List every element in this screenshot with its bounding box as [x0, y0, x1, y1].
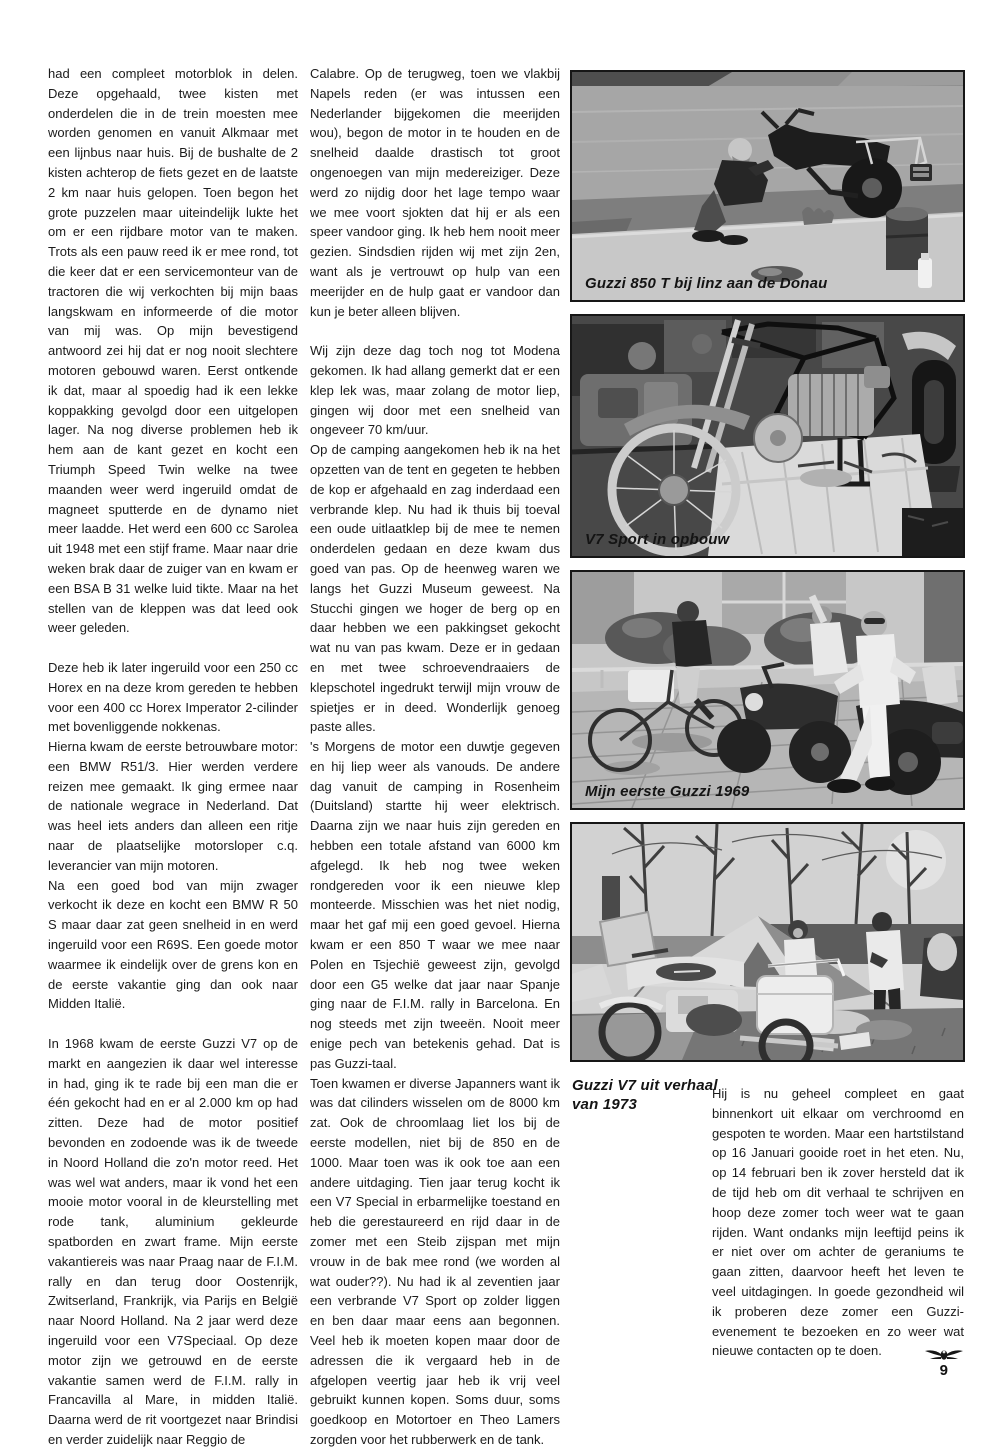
paragraph: Hij is nu geheel compleet en gaat binnenkort uit elkaar om verchroomd en gespoten te worden. Maar een hartstilstand op 16 Januari gooide roet in het eten. Nu, op 14 februari ben ik zover hersteld dat ik de tijd heb om dit verhaal te schrijven en hoop deze zomer toch weer wat te gaan rijden. Want ondanks mijn leeftijd peins ik er niet over om achter de geraniums te gaan zitten, daarvoor heeft het leven te veel uitdagingen. In goede gezondheid wil ik proberen deze zomer een Guzzi-evenement te bezoeken en zo weer wat nieuwe contacten op te doen.	[712, 1086, 964, 1359]
workshop-photo-illustration	[572, 316, 963, 556]
paragraph: Deze heb ik later ingeruild voor een 250 cc Horex en na deze krom gereden te hebben voor een 400 cc Horex Imperator 2-cilinder met bovenliggende nokkenas.	[48, 659, 298, 735]
photo-caption: Guzzi 850 T bij linz aan de Donau	[585, 275, 828, 292]
page-number: 9	[939, 1362, 948, 1379]
article-column-3	[712, 1084, 964, 1365]
paragraph: Hierna kwam de eerste betrouwbare motor: een BMW R51/3. Hier werden verdere reizen mee gemaakt. Ik ging ermee naar de nationale wegrace in Nederland. Dat was heel iets anders dan alleen een ritje naar de plaatselijke motorsloper c.q. leverancier van mijn motoren.	[48, 739, 299, 873]
paragraph: Na een goed bod van mijn zwager verkocht ik deze en kocht een BMW R 50 S maar daar zat geen snelheid in en werd ingeruild voor een R69S. Een goede motor waarmee ik eindelijk over de grens kon en de eerste vakantie ging dan ook naar Midden Italië.	[48, 877, 298, 1012]
camping-photo-illustration	[572, 824, 963, 1060]
photo-guzzi-850t-donau	[570, 70, 965, 302]
photo-caption: Guzzi V7 uit verhaal van 1973	[572, 1077, 718, 1113]
guzzi-eagle-icon	[924, 1347, 964, 1363]
paragraph: had een compleet motorblok in delen. Deze opgehaald, twee kisten met onderdelen die in de trein moesten mee worden genomen en vanuit Alkmaar met een lijnbus naar huis. Bij de bushalte de 2 kisten achterop de fiets gezet en de laatste 2 km naar huis gelopen. Toen begon het grote puzzelen maar uiteindelijk lukte het om er een rijdbare motor van te maken. Trots als een pauw reed ik er mee rond, tot die keer dat er een servicemonteur van de tractoren die wij verkochten bij mijn baas langskwam en informeerde of die motor van mij was. Op mijn bevestigend antwoord zei hij dat er nog nooit slechtere motoren gebouwd waren. Eerst ontkende ik dat, maar al spoedig had ik een lekke koppakking gevolgd door een uitgelopen lager. Na nog diverse problemen heb ik hem aan de kant gezet en kocht een Triumph Speed Twin welke na twee maanden weer werd ingeruild omdat de magneet sputterde en de dynamo niet meer laadde. Het werd een 600 cc Sarolea uit 1948 met een stijf frame. Maar naar drie weken brak daar de zuiger van en kwam er een BSA B 31 welke luid tikte. Maar na het stellen van de kleppen was dat leed ook weer geleden.	[48, 66, 298, 636]
paragraph: Calabre. Op de terugweg, toen we vlakbij Napels reden (er was intussen een Nederlander bijgekomen die meerijden wou), begon de motor in te houden en de snelheid daalde drastisch tot groot ongenoegen van mijn medereiziger. Deze werd zo nijdig door het lage tempo waar we mee voort sjokten dat hij er als een speer vandoor ging. Ik heb hem nooit meer gezien. Sindsdien rijden wij met zijn 2en, want als je vertrouwt op hulp van een meerijder en de hulp gaat er vandoor dan kun je beter alleen blijven.	[310, 66, 560, 319]
photo-caption: Mijn eerste Guzzi 1969	[585, 783, 750, 800]
photo-first-guzzi-1969	[570, 570, 965, 810]
photo-guzzi-v7-1973	[570, 822, 965, 1062]
photo-v7-sport-workshop	[570, 314, 965, 558]
photo-caption: V7 Sport in opbouw	[585, 531, 730, 548]
first-guzzi-photo-illustration	[572, 572, 963, 808]
article-column-1	[48, 64, 298, 1450]
paragraph: 's Morgens de motor een duwtje gegeven en hij liep weer als vanouds. De andere dag vanuit de camping in Rosenheim (Duitsland) startte hij weer elektrisch. Daarna zijn we naar huis zijn gereden en hebben een totale afstand van 6000 km afgelegd. Ik heb nog twee weken rondgereden voor ik een nieuwe klep monteerde. Misschien was het niet nodig, maar het gaf mij een goed gevoel. Hierna kwam er een 850 T waar we mee naar Polen en Tsjechië geweest zijn, gevolgd door een G5 welke dat jaar naar Spanje ging naar de F.I.M. rally in Barcelona. En nog steeds met zijn tweeën. Nooit meer enige pech van betekenis gehad. Dat is pas Guzzi-taal.	[310, 739, 560, 1071]
paragraph: Wij zijn deze dag toch nog tot Modena gekomen. Ik had allang gemerkt dat er een klep lek was, maar zolang de motor liep, gingen wij door met een snelheid van ongeveer 70 km/uur.	[310, 343, 560, 438]
paragraph: Op de camping aangekomen heb ik na het opzetten van de tent en gegeten te hebben de kop er afgehaald en zag inderdaad een verbrande klep. Nu had ik thuis bij toeval een oude uitlaatklep bij de mee te nemen onderdelen gedaan en deze kwam dus goed van pas. Op de heenweg waren we langs het Guzzi Museum geweest. Na Stucchi gingen we hoger de berg op en daar hebben we een pakkingset gekocht wat nu van pas kwam. Deze er in gedaan en met twee schroevendraaiers de klepschotel ingedrukt terwijl mijn vrouw de spietjes er in deed. Wonderlijk genoeg paste alles.	[310, 442, 560, 735]
article-column-2	[310, 64, 560, 1450]
donau-photo-illustration	[572, 72, 963, 300]
paragraph: In 1968 kwam de eerste Guzzi V7 op de markt en aangezien ik daar wel interesse in had, ging ik te rade bij een man die er één gekocht had en er al 2.000 km op had zitten. Deze had de motor positief bevonden en zodoende was ik de tweede in Noord Holland die zo'n motor reed. Het was wel wat anders, maar ik vond het een mooie motor vooral in de kleurstelling met rode tank, aluminium gekleurde spatborden en zwart frame. Mijn eerste vakantiereis was naar Praag naar de F.I.M. rally en dan terug door Oostenrijk, Zwitserland, Frankrijk, via Parijs en België naar Noord Holland. Na 2 jaar werd deze ingeruild voor een V7Speciaal. Op deze motor zijn we getrouwd en de eerste vakantie samen werd de F.I.M. rally in Francavilla al Mare, in midden Italië. Daarna werd de rit voortgezet naar Brindisi en verder zuidelijk naar Reggio de	[48, 1036, 298, 1447]
paragraph: Toen kwamen er diverse Japanners want ik was dat cilinders wisselen om de 8000 km zat. Ook de chroomlaag liet los bij de eerste modellen, niet bij de 850 en de 1000. Maar toen was ik ook toe aan een andere uitdaging. Tien jaar terug kocht ik een V7 Special in erbarmelijke toestand en heb die gerestaureerd en rijd daar in de zomer met een Steib zijspan met mijn vrouw in de bak mee rond (we worden al wat ouder??). Nu had ik al zeventien jaar een verbrande V7 Sport op zolder liggen en ben daar maar eens aan begonnen. Veel heb ik moeten kopen maar door de adressen die ik vergaard heb in de afgelopen veertig jaar heb ik vrij veel gebruikt kunnen kopen. Soms duur, soms goedkoop en Motortoer en Theo Lamers zorgden voor het rubberwerk en de tank.	[310, 1075, 560, 1447]
